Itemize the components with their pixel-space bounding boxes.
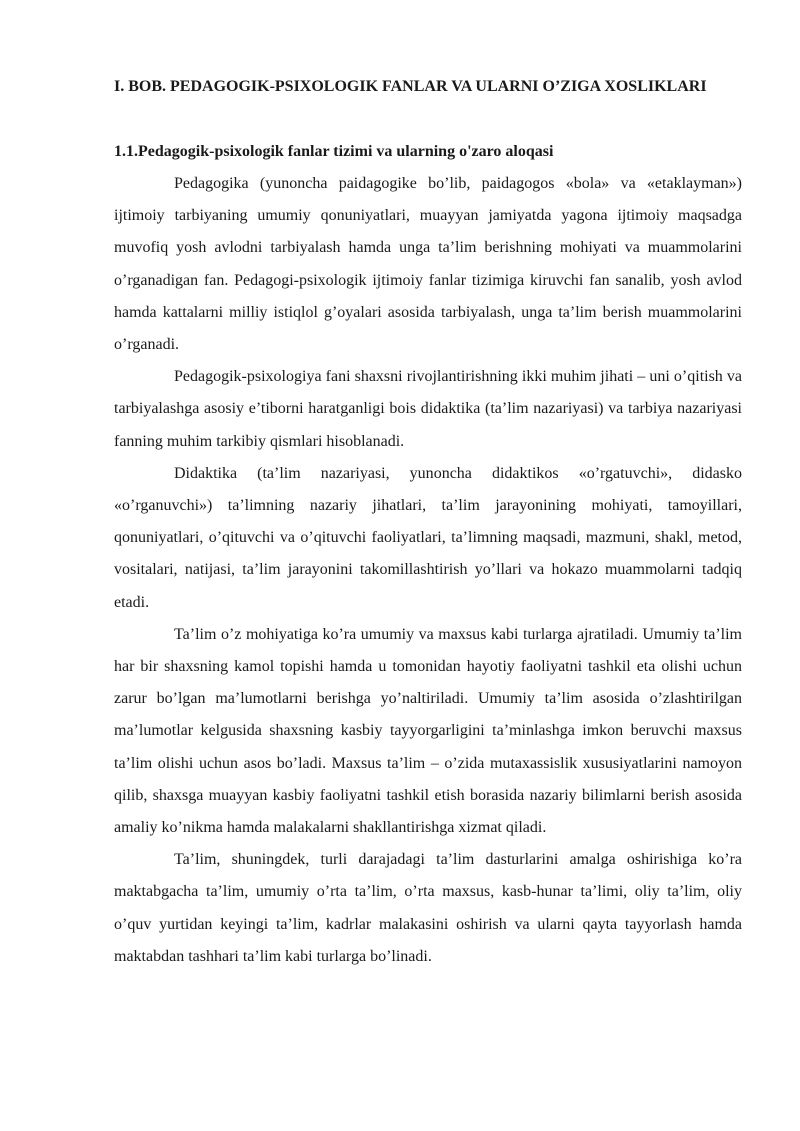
paragraph-pedagogik-psixologiya: Pedagogik-psixologiya fani shaxsni rivojlantirishning ikki muhim jihati – uni o’qitish va tarbiyalashga asosiy e’tiborni haratganligi bois didaktika (ta’lim nazariyasi) va tarbiya nazariyasi fanning muhim tarkibiy qismlari hisoblanadi. (114, 368, 742, 450)
paragraph-talim-turlari: Ta’lim o’z mohiyatiga ko’ra umumiy va maxsus kabi turlarga ajratiladi. Umumiy ta’lim har bir shaxsning kamol topishi hamda u tomonidan hayotiy faoliyatni tashkil eta olishi uchun zarur bo’lgan ma’lumotlarni berishga yo’naltiriladi. Umumiy ta’lim asosida o’zlashtirilgan ma’lumotlar kelgusida shaxsning kasbiy tayyorgarligini ta’minlashga imkon beruvchi maxsus ta’lim olishi uchun asos bo’ladi. Maxsus ta’lim – o’zida mutaxassislik xususiyatlarini namoyon qilib, shaxsga muayyan kasbiy faoliyatni tashkil etish borasida nazariy bilimlarni berish asosida amaliy ko’nikma hamda malakalarni shakllantirishga xizmat qiladi. (114, 625, 742, 837)
section-title: 1.1.Pedagogik-psixologik fanlar tizimi va ularning o'zaro aloqasi (114, 143, 554, 160)
paragraph-didaktika: Didaktika (ta’lim nazariyasi, yunoncha didaktikos «o’rgatuvchi», didasko «o’rganuvchi») ta’limning nazariy jihatlari, ta’lim jarayonining mohiyati, tamoyillari, qonuniyatlari, o’qituvchi va o’qituvchi faoliyatlari, ta’limning maqsadi, mazmuni, shakl, metod, vositalari, natijasi, ta’lim jarayonini takomillashtirish yo’llari va hokazo muammolarni tadqiq etadi. (114, 464, 742, 611)
paragraph-talim-dasturlari: Ta’lim, shuningdek, turli darajadagi ta’lim dasturlarini amalga oshirishiga ko’ra maktabgacha ta’lim, umumiy o’rta ta’lim, o’rta maxsus, kasb-hunar ta’limi, oliy ta’lim, oliy o’quv yurtidan keyingi ta’lim, kadrlar malakasini oshirish va ularni qayta tayyorlash hamda maktabdan tashhari ta’lim kabi turlarga bo’linadi. (114, 851, 742, 965)
chapter-title: I. BOB. PEDAGOGIK-PSIXOLOGIK FANLAR VA ULARNI O’ZIGA XOSLIKLARI (114, 78, 707, 95)
paragraph-pedagogika: Pedagogika (yunoncha paidagogike bo’lib, paidagogos «bola» va «etaklayman») ijtimoiy tarbiyaning umumiy qonuniyatlari, muayyan jamiyatda yagona ijtimoiy maqsadga muvofiq yosh avlodni tarbiyalash hamda unga ta’lim berishning mohiyati va muammolarini o’rganadigan fan. Pedagogi-psixologik ijtimoiy fanlar tizimiga kiruvchi fan sanalib, yosh avlod hamda kattalarni milliy istiqlol g’oyalari asosida tarbiyalash, unga ta’lim berish muammolarini o’rganadi. (114, 175, 742, 354)
document-page (114, 72, 742, 973)
